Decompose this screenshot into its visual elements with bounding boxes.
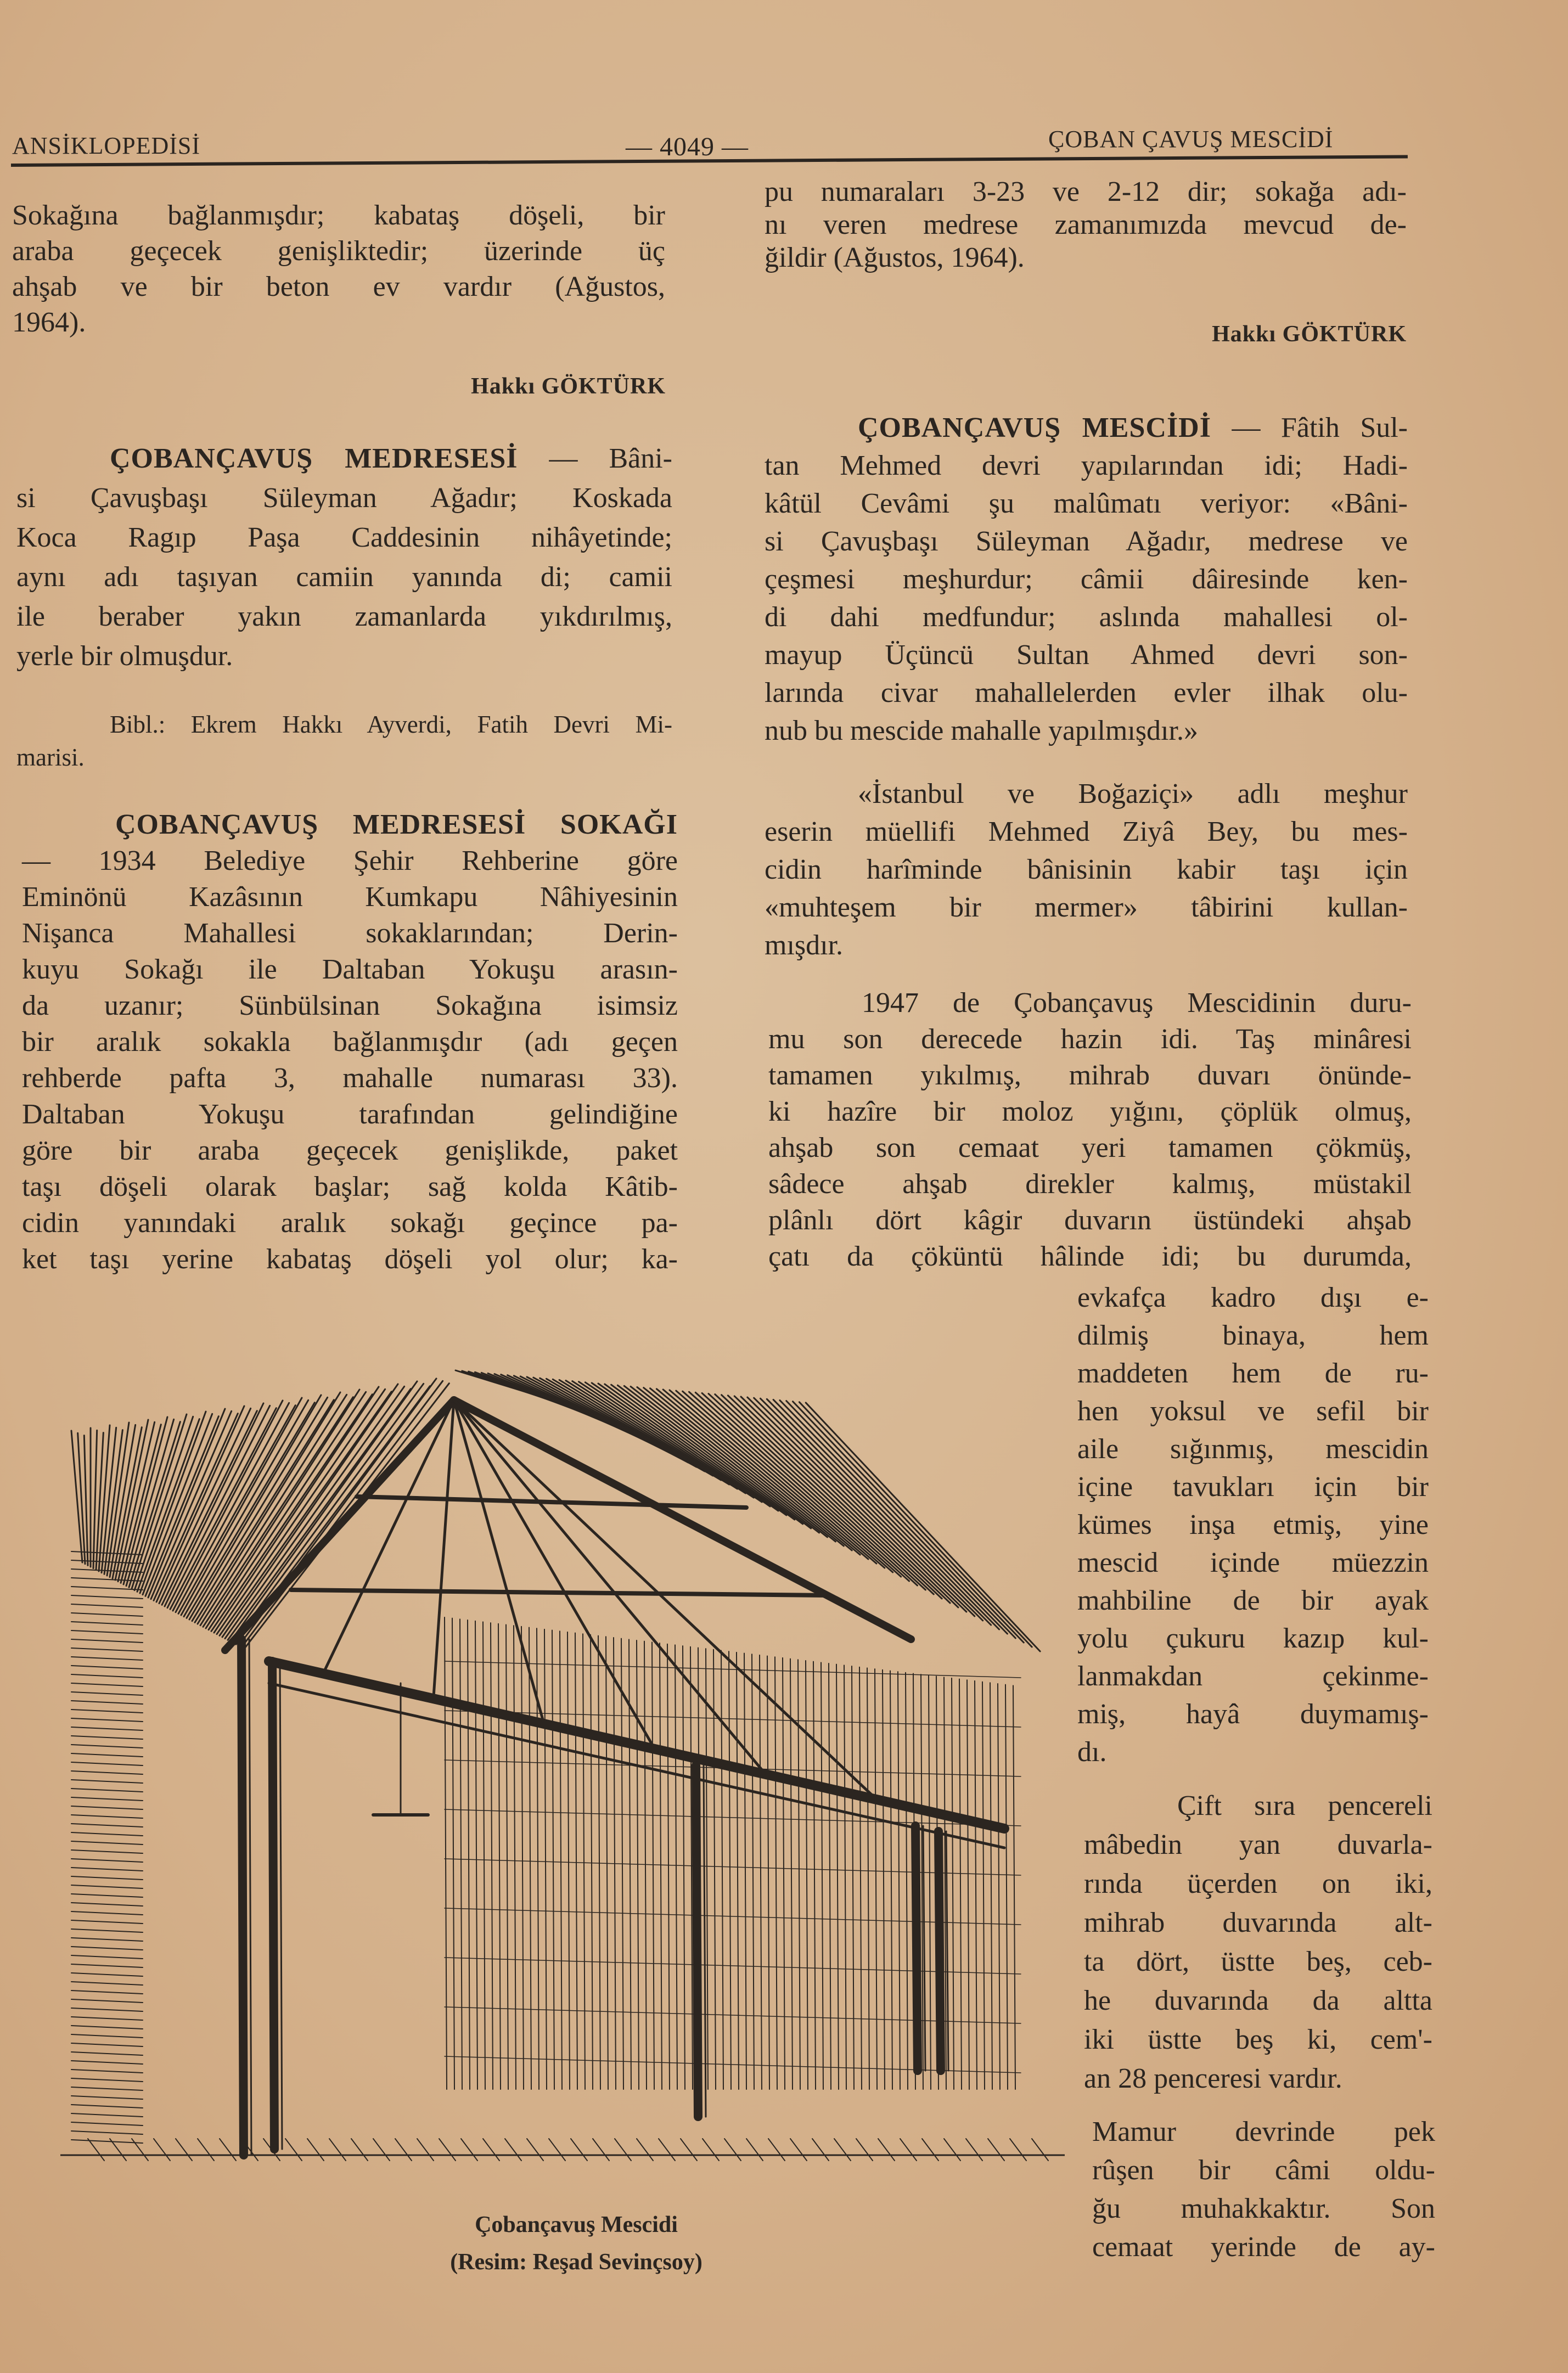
page-number: — 4049 — [626, 132, 749, 161]
entry-term: ÇOBANÇAVUŞ MESCİDİ [858, 412, 1211, 443]
text-line: kâtül Cevâmi şu malûmatı veriyor: «Bâni- [765, 488, 1408, 519]
text-line: iki üstte beş ki, cem'- [1084, 2024, 1432, 2055]
ground-hatch [637, 2139, 653, 2161]
text-line: rûşen bir câmi oldu- [1092, 2155, 1435, 2186]
left-wall-hatch [71, 1850, 143, 1853]
left-wall-hatch [71, 1806, 143, 1809]
text-line: hen yoksul ve sefil bir [1077, 1396, 1429, 1427]
text-line: mışdır. [765, 930, 844, 961]
wall-hatch [898, 1672, 900, 2089]
text-line: yolu çukuru kazıp kul- [1077, 1623, 1429, 1654]
text-line: plânlı dört kâgir duvarın üstündeki ahşab [768, 1205, 1412, 1236]
left-wall-hatch [71, 1657, 143, 1660]
left-wall-hatch [71, 2034, 143, 2038]
wall-hatch [790, 1659, 793, 2089]
text-line: sâdece ahşab direkler kalmış, müstakil [768, 1168, 1412, 1200]
text-line: ğildir (Ağustos, 1964). [765, 242, 1025, 273]
ground-hatch [571, 2139, 587, 2161]
text-line: taşı döşeli olarak başlar; sağ kolda Kâtib- [22, 1171, 678, 1202]
ground-hatch [1010, 2139, 1026, 2161]
ground-hatch [88, 2139, 104, 2161]
text-line: mescid içinde müezzin [1077, 1547, 1429, 1578]
text-line [22, 807, 678, 843]
left-wall-hatch [71, 2026, 143, 2029]
roof-plank [220, 1392, 391, 1636]
wall-hatch [967, 1680, 969, 2089]
ground-hatch [615, 2139, 631, 2161]
text-line: evkafça kadro dışı e- [1077, 1282, 1429, 1313]
left-wall-hatch [71, 1973, 143, 1976]
text-line: araba geçecek genişliktedir; üzerinde üç [12, 235, 665, 267]
ground-hatch [724, 2139, 741, 2161]
left-wall-hatch [71, 1639, 143, 1643]
text-line: dı. [1077, 1736, 1107, 1768]
caption-credit: (Resim: Reşad Sevinçsoy) [450, 2250, 702, 2275]
wall-hatch [767, 1656, 769, 2089]
ground-hatch [439, 2139, 456, 2161]
wall-hatch [906, 1673, 908, 2089]
text-line: dilmiş binaya, hem [1077, 1320, 1429, 1351]
ground-hatch [790, 2139, 807, 2161]
wall-hatch [706, 1649, 708, 2089]
ground-hatch [900, 2139, 917, 2161]
wall-hatch [575, 1633, 577, 2089]
post-edge [280, 1661, 282, 2149]
left-wall-hatch [71, 2122, 143, 2125]
text-line: tamamen yıkılmış, mihrab duvarı önünde- [768, 1060, 1412, 1091]
wall-hatch [660, 1643, 662, 2089]
roof-plank [760, 1398, 982, 1621]
left-wall-hatch [71, 1947, 143, 1950]
wall-hatch [929, 1675, 931, 2089]
wall-hatch [990, 1683, 992, 2089]
ground-hatch [944, 2139, 960, 2161]
wall-hatch [514, 1626, 516, 2089]
ground-hatch [702, 2139, 719, 2161]
left-wall-hatch [71, 1789, 143, 1792]
left-wall-hatch [71, 1604, 143, 1607]
text-line: eserin müellifi Mehmed Ziyâ Bey, bu mes- [765, 816, 1408, 847]
wooden-post [272, 1661, 274, 2149]
left-wall-hatch [71, 1885, 143, 1888]
left-wall-hatch [71, 1674, 143, 1678]
left-wall-hatch [71, 2096, 143, 2099]
text-line: maddeten hem de ru- [1077, 1358, 1429, 1389]
left-wall-hatch [71, 1903, 143, 1906]
left-wall-hatch [71, 2131, 143, 2134]
ground-hatch [966, 2139, 982, 2161]
text-line: an 28 penceresi vardır. [1084, 2063, 1342, 2094]
text-line: 1947 de Çobançavuş Mescidinin duru- [862, 987, 1412, 1019]
text-line: Bibl.: Ekrem Hakkı Ayverdi, Fatih Devri Mi- [110, 711, 672, 738]
ground-hatch [461, 2139, 477, 2161]
text-line: nub bu mescide mahalle yapılmışdır.» [765, 715, 1198, 746]
wall-hatch [982, 1682, 985, 2089]
wall-hatch [721, 1650, 723, 2089]
wall-hatch [560, 1631, 562, 2089]
left-wall-hatch [71, 1824, 143, 1827]
text-line: da uzanır; Sünbülsinan Sokağına isimsiz [22, 990, 678, 1021]
text-line: si Çavuşbaşı Süleyman Ağadır; Koskada [16, 482, 672, 514]
running-head-left: ANSİKLOPEDİSİ [12, 132, 200, 159]
wall-hatch [591, 1635, 593, 2089]
wall-hatch [844, 1665, 846, 2089]
text-line: he duvarında da altta [1084, 1985, 1432, 2016]
left-wall-hatch [71, 1841, 143, 1845]
wall-hatch [544, 1629, 547, 2089]
text-line: Nişanca Mahallesi sokaklarından; Derin- [22, 918, 678, 949]
wall-hatch [683, 1646, 685, 2089]
wall-hatch [583, 1634, 585, 2089]
entry-mescidi [765, 409, 1408, 750]
paragraph-mamur [1092, 2113, 1435, 2267]
text-line: çeşmesi meşhurdur; câmii dâiresinde ken- [765, 564, 1408, 595]
ground-hatch [395, 2139, 412, 2161]
text-line: aile sığınmış, mescidin [1077, 1433, 1429, 1465]
post-edge [249, 1639, 251, 2155]
ground-hatch [812, 2139, 829, 2161]
paragraph-continuation [12, 198, 665, 340]
entry-term: ÇOBANÇAVUŞ MEDRESESİ [110, 443, 518, 474]
ground-hatch [307, 2139, 324, 2161]
text-line: 1964). [12, 307, 86, 338]
wall-hatch [675, 1645, 677, 2089]
ground-hatch [681, 2139, 697, 2161]
left-wall-hatch [71, 2008, 143, 2011]
ground-hatch [351, 2139, 368, 2161]
text-line: ÇOBANÇAVUŞ MEDRESESİ — Bâni- [110, 443, 673, 474]
mosque-illustration [60, 1332, 1065, 2188]
inner-rafter [434, 1400, 454, 1697]
wall-hatch [667, 1644, 670, 2089]
running-head-right: ÇOBAN ÇAVUŞ MESCİDİ [1048, 126, 1334, 153]
roof-plank [767, 1399, 991, 1625]
left-wall-hatch [71, 2078, 143, 2082]
text-line: bir aralık sokakla bağlanmışdır (adı geçen [22, 1026, 678, 1058]
roof-plank [670, 1390, 868, 1559]
wall-hatch [468, 1620, 470, 2089]
text-line: ile beraber yakın zamanlarda yıkdırılmış, [16, 601, 672, 632]
wall-hatch [498, 1624, 501, 2089]
entry-term: ÇOBANÇAVUŞ MEDRESESİ SOKAĞI [115, 809, 678, 840]
wall-hatch [883, 1670, 885, 2089]
text-line: pu numaraları 3-23 ve 2-12 dir; sokağa adı- [765, 176, 1407, 207]
roof-plank [137, 1419, 199, 1592]
text-line: rında üçerden on iki, [1084, 1868, 1432, 1899]
wall-hatch [1013, 1685, 1015, 2089]
left-wall-hatch [71, 1736, 143, 1739]
left-wall-hatch [71, 1911, 143, 1915]
author-signature: Hakkı GÖKTÜRK [471, 374, 666, 399]
paragraph-1947 [768, 985, 1412, 1275]
ground-hatch [285, 2139, 302, 2161]
wall-hatch [529, 1627, 531, 2089]
wall-hatch [829, 1663, 831, 2089]
entry-medresesi [16, 439, 672, 676]
wall-hatch [737, 1652, 739, 2089]
wall-hatch [821, 1662, 823, 2089]
text-line: mihrab duvarında alt- [1084, 1907, 1432, 1938]
left-wall-hatch [71, 1815, 143, 1818]
text-line: si Çavuşbaşı Süleyman Ağadır, medrese ve [765, 526, 1408, 557]
left-wall-hatch [71, 2061, 143, 2064]
wall-hatch [521, 1627, 524, 2089]
wall-hatch [729, 1651, 731, 2089]
left-wall-hatch [71, 1648, 143, 1651]
wooden-post [241, 1639, 244, 2155]
left-wall-hatch [71, 1832, 143, 1836]
left-wall-hatch [71, 1771, 143, 1774]
text-line: rehberde pafta 3, mahalle numarası 33). [22, 1062, 678, 1094]
left-wall-hatch [71, 1727, 143, 1730]
roof-plank [222, 1384, 398, 1637]
caption-title: Çobançavuş Mescidi [475, 2212, 678, 2237]
text-line: ta dört, üstte beş, ceb- [1084, 1946, 1432, 1977]
text-line: kuyu Sokağı ile Daltaban Yokuşu arasın- [22, 954, 678, 985]
paragraph-continuation-right [765, 176, 1407, 274]
left-wall-hatch [71, 1683, 143, 1686]
left-wall-hatch [71, 2017, 143, 2020]
wall-hatch [813, 1662, 816, 2089]
ground-hatch [1032, 2139, 1048, 2161]
wall-hatch [475, 1621, 477, 2089]
left-wall-hatch [71, 1999, 143, 2003]
left-wall-hatch [71, 1780, 143, 1783]
text-line: Koca Ragıp Paşa Caddesinin nihâyetinde; [16, 522, 672, 553]
roof-plank [689, 1392, 892, 1572]
wall-hatch [875, 1669, 877, 2089]
ground-hatch [834, 2139, 851, 2161]
text-line: «muhteşem bir mermer» tâbirini kullan- [765, 892, 1408, 923]
text-line: cidin yanındaki aralık sokağı geçince pa- [22, 1207, 678, 1239]
left-wall-hatch [71, 1613, 143, 1616]
wall-hatch [836, 1665, 839, 2089]
paragraph-1947-narrow [1077, 1279, 1429, 1771]
left-wall-hatch [71, 1718, 143, 1722]
left-wall-hatch [71, 2052, 143, 2055]
left-wall-hatch [71, 2113, 143, 2117]
wall-hatch [491, 1623, 493, 2089]
text-line: ahşab ve bir beton ev vardır (Ağustos, [12, 271, 665, 302]
roof-plank [656, 1389, 852, 1550]
left-wall-hatch [71, 1964, 143, 1967]
ground-hatch [483, 2139, 499, 2161]
ground-hatch [417, 2139, 434, 2161]
text-line: ki hazîre bir moloz yığını, çöplük olmuş, [768, 1096, 1412, 1127]
text-line: mu son derecede hazin idi. Taş minâresi [768, 1024, 1412, 1055]
left-wall-hatch [71, 1938, 143, 1941]
ground-hatch [988, 2139, 1004, 2161]
text-line: mayup Üçüncü Sultan Ahmed devri son- [765, 639, 1408, 671]
wall-hatch [890, 1671, 892, 2089]
text-line: cidin harîminde bânisinin kabir taşı için [765, 854, 1408, 885]
left-wall-hatch [71, 1692, 143, 1695]
wooden-post [938, 1831, 941, 2071]
roof-plank [173, 1401, 283, 1611]
roof-plank [683, 1391, 885, 1568]
text-line: ÇOBANÇAVUŞ MESCİDİ — Fâtih Sul- [858, 412, 1408, 443]
collar-beam [357, 1497, 746, 1508]
wall-hatch [760, 1655, 762, 2089]
wall-hatch [637, 1640, 639, 2089]
wall-hatch [483, 1622, 485, 2089]
post-edge [946, 1831, 948, 2071]
text-line: Daltaban Yokuşu tarafından gelindiğine [22, 1099, 678, 1130]
left-wall-hatch [71, 1859, 143, 1862]
left-wall-hatch [71, 1595, 143, 1599]
wall-hatch [606, 1637, 608, 2089]
ground-hatch [878, 2139, 895, 2161]
text-line: «İstanbul ve Boğaziçi» adlı meşhur [858, 778, 1408, 809]
wall-hatch [775, 1657, 777, 2089]
text-line: yerle bir olmuşdur. [16, 640, 233, 672]
left-wall-hatch [71, 1701, 143, 1704]
text-line: Mamur devrinde pek [1092, 2116, 1435, 2147]
wall-hatch [567, 1632, 570, 2089]
text-line: — 1934 Belediye Şehir Rehberine göre [22, 845, 678, 876]
left-wall-hatch [71, 1955, 143, 1959]
ground-hatch [132, 2139, 148, 2161]
ground-hatch [329, 2139, 346, 2161]
text-line: tan Mehmed devri yapılarından idi; Hadi- [765, 450, 1408, 481]
ground-hatch [659, 2139, 675, 2161]
roof-plank [663, 1390, 860, 1555]
text-line: lanmakdan çekinme- [1077, 1661, 1429, 1692]
left-wall-hatch [71, 1982, 143, 1985]
bibliography [16, 708, 672, 774]
left-wall-hatch [71, 1622, 143, 1625]
left-wall-hatch [71, 1630, 143, 1634]
text-line: Çift sıra pencereli [1177, 1790, 1432, 1821]
author-signature-right: Hakkı GÖKTÜRK [1212, 322, 1407, 347]
wall-hatch [952, 1678, 954, 2089]
ground-hatch [176, 2139, 192, 2161]
ground-hatch [527, 2139, 543, 2161]
paragraph-cift-sira [1084, 1786, 1432, 2098]
text-line: mâbedin yan duvarla- [1084, 1829, 1432, 1860]
ground-hatch [856, 2139, 873, 2161]
text-line: mahbiline de bir ayak [1077, 1585, 1429, 1616]
ground-hatch [593, 2139, 609, 2161]
wall-hatch [506, 1624, 508, 2089]
wall-hatch [867, 1668, 869, 2089]
text-line: içine tavukları için bir [1077, 1471, 1429, 1503]
wall-hatch [460, 1619, 462, 2089]
wall-hatch [452, 1618, 454, 2089]
roof-plank [676, 1391, 876, 1564]
text-line: kümes inşa etmiş, yine [1077, 1509, 1429, 1540]
wall-hatch [806, 1661, 808, 2089]
text-line: larında civar mahallelerden evler ilhak olu- [765, 677, 1408, 708]
wall-hatch [598, 1636, 600, 2089]
left-wall-hatch [71, 1797, 143, 1801]
left-wall-hatch [71, 1929, 143, 1932]
ground-hatch [549, 2139, 565, 2161]
wall-hatch [445, 1617, 447, 2089]
ground-hatch [505, 2139, 521, 2161]
wall-hatch [552, 1630, 554, 2089]
entry-medresesi-sokagi [22, 807, 678, 1278]
wall-hatch [859, 1667, 862, 2089]
left-wall-hatch [71, 1666, 143, 1669]
text-line: nı veren medrese zamanımızda mevcud de- [765, 209, 1407, 240]
text-line: ket taşı yerine kabataş döşeli yol olur; ka- [22, 1244, 678, 1275]
left-wall-hatch [71, 1710, 143, 1713]
ground-hatch [746, 2139, 763, 2161]
left-wall-hatch [71, 1920, 143, 1924]
left-wall-hatch [71, 1990, 143, 1994]
text-line: di dahi medfundur; aslında mahallesi ol- [765, 601, 1408, 633]
wall-hatch [852, 1666, 854, 2089]
wall-hatch [975, 1681, 977, 2089]
left-wall-hatch [71, 2070, 143, 2073]
wall-hatch [998, 1684, 1000, 2089]
text-line: göre bir araba geçecek genişlikde, paket [22, 1135, 678, 1166]
wall-hatch [783, 1658, 785, 2089]
left-wall-hatch [71, 1876, 143, 1880]
wooden-post [696, 1765, 698, 2117]
ground-hatch [198, 2139, 214, 2161]
wall-hatch [1005, 1685, 1008, 2089]
left-wall-hatch [71, 1868, 143, 1871]
wall-hatch [744, 1654, 746, 2089]
wall-hatch [652, 1642, 654, 2089]
post-edge [923, 1826, 925, 2071]
text-line: aynı adı taşıyan camiin yanında di; camii [16, 561, 672, 593]
text-line: miş, hayâ duymamış- [1077, 1699, 1429, 1730]
ground-hatch [922, 2139, 938, 2161]
left-wall-hatch [71, 1745, 143, 1748]
text-line: ğu muhakkaktır. Son [1092, 2193, 1435, 2224]
text-line: ahşab son cemaat yeri tamamen çökmüş, [768, 1132, 1412, 1163]
text-line: cemaat yerinde de ay- [1092, 2231, 1435, 2263]
text-line: çatı da çöküntü hâlinde idi; bu durumda, [768, 1241, 1412, 1272]
left-wall-hatch [71, 2140, 143, 2143]
left-wall-hatch [71, 1762, 143, 1765]
ground-hatch [768, 2139, 785, 2161]
text-line: marisi. [16, 744, 85, 771]
text-line: Eminönü Kazâsının Kumkapu Nâhiyesinin [22, 881, 678, 913]
ground-hatch [154, 2139, 170, 2161]
ground-hatch [220, 2139, 236, 2161]
left-wall-hatch [71, 1753, 143, 1757]
left-wall-hatch [71, 2087, 143, 2090]
wooden-post [915, 1826, 918, 2071]
paragraph-istanbul [765, 775, 1408, 964]
left-wall-hatch [71, 2105, 143, 2108]
text-line: Sokağına bağlanmışdır; kabataş döşeli, bir [12, 200, 665, 231]
ground-hatch [373, 2139, 390, 2161]
left-wall-hatch [71, 2043, 143, 2046]
wall-hatch [644, 1641, 647, 2089]
left-wall-hatch [71, 1894, 143, 1897]
collar-beam [291, 1590, 829, 1595]
wall-hatch [959, 1679, 962, 2089]
